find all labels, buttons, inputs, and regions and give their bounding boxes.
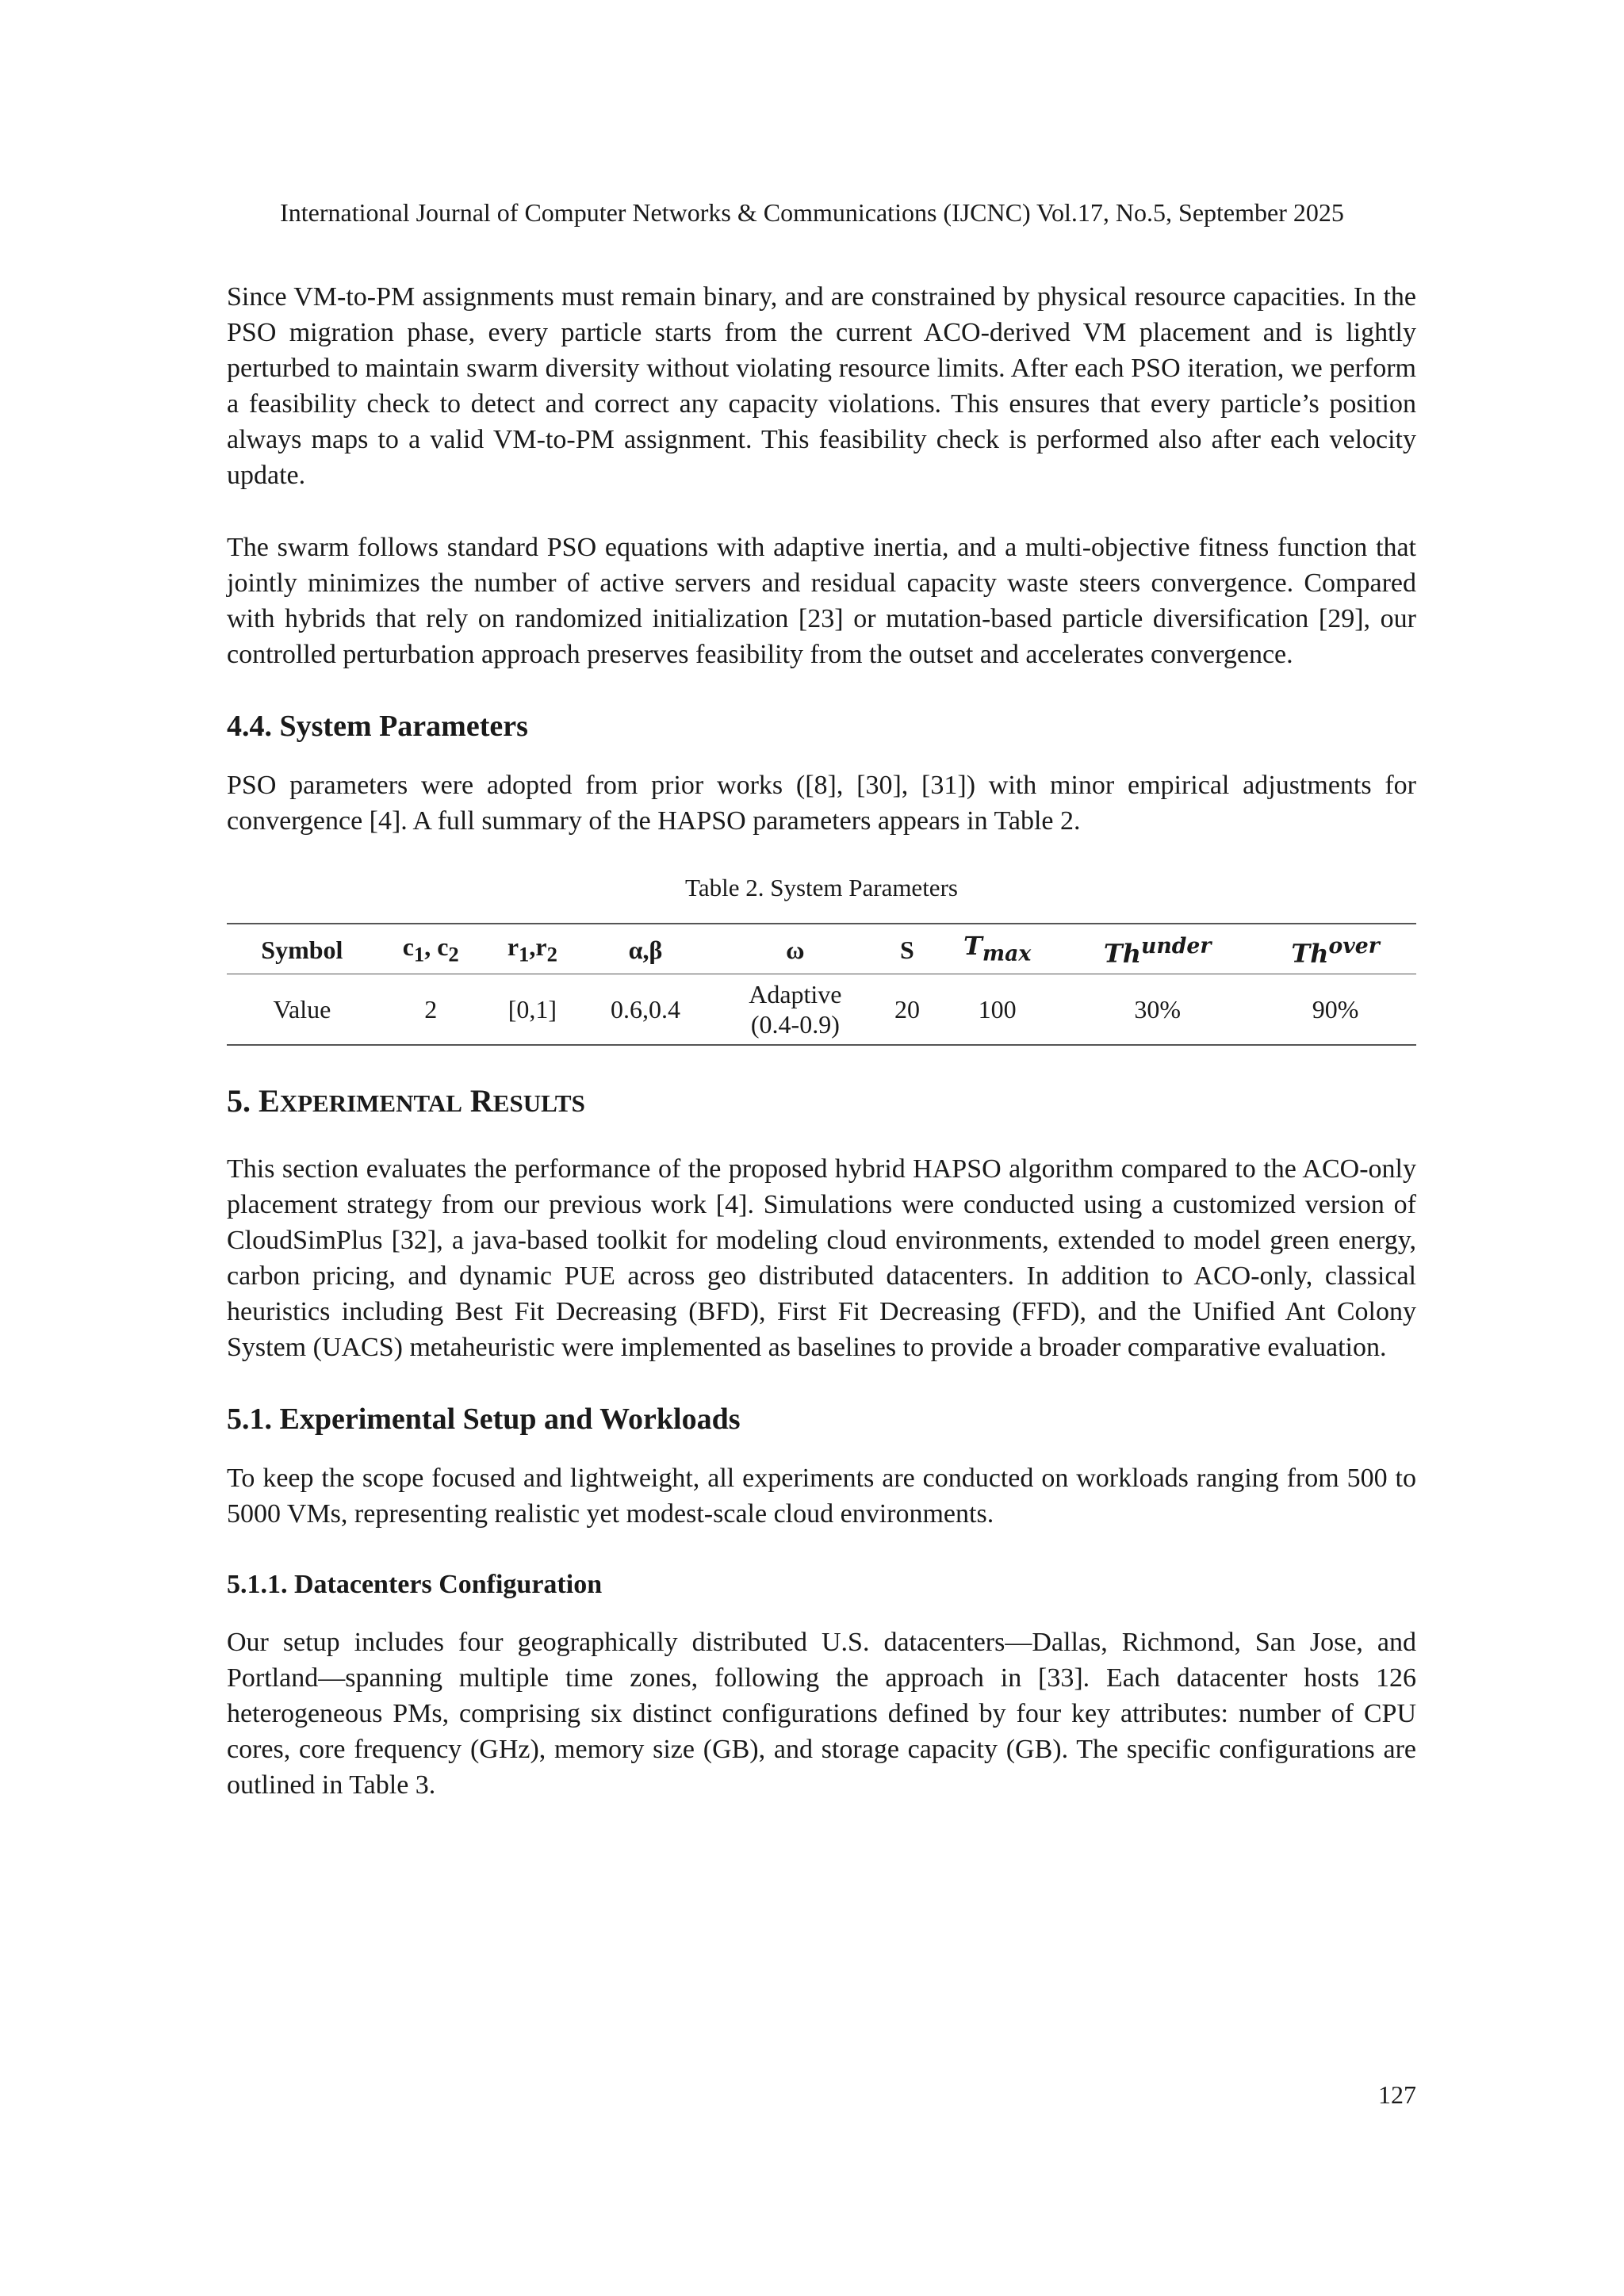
col-c1-c2 bbox=[377, 924, 485, 974]
r-symbol: r bbox=[507, 932, 519, 961]
cell-alpha-beta: 0.6,0.4 bbox=[610, 995, 680, 1024]
col-r1-r2 bbox=[485, 924, 580, 974]
r-subscript-2: 2 bbox=[546, 941, 557, 966]
t-subscript: max bbox=[982, 941, 1032, 966]
section-5-word-2: ESULTS bbox=[492, 1089, 585, 1118]
th-under-symbol: Th bbox=[1103, 938, 1141, 969]
table-header-row bbox=[227, 924, 1416, 974]
table-caption: Table 2. System Parameters bbox=[685, 874, 958, 901]
c-separator: , bbox=[424, 932, 438, 961]
cell-omega-line-2: (0.4-0.9) bbox=[750, 1010, 840, 1039]
col-alpha-beta: α,β bbox=[580, 924, 710, 974]
cell-t-max: 100 bbox=[978, 995, 1017, 1024]
col-th-under bbox=[1060, 924, 1254, 974]
page-content bbox=[227, 279, 1416, 1803]
section-5-word-1: XPERIMENTAL bbox=[279, 1089, 462, 1118]
t-symbol: T bbox=[963, 931, 982, 961]
table-row bbox=[227, 974, 1416, 1046]
running-header: International Journal of Computer Networks & Communications (IJCNC) Vol.17, No.5, September 2025 bbox=[280, 198, 1344, 227]
c-subscript-1: 1 bbox=[413, 941, 425, 966]
c-subscript-2: 2 bbox=[448, 941, 459, 966]
cell-th-under: 30% bbox=[1134, 995, 1181, 1024]
cell-value-label: Value bbox=[273, 995, 331, 1024]
th-under-superscript: under bbox=[1141, 933, 1212, 959]
r-subscript-1: 1 bbox=[519, 941, 530, 966]
c-symbol: c bbox=[402, 932, 414, 961]
th-over-symbol: Th bbox=[1291, 938, 1329, 969]
r-separator: , bbox=[529, 932, 536, 961]
section-5-initial-r: R bbox=[469, 1083, 493, 1119]
section-5-number: 5. bbox=[227, 1083, 259, 1119]
th-over-superscript: over bbox=[1328, 933, 1380, 959]
paragraph-datacenters: Our setup includes four geographically distributed U.S. datacenters—Dallas, Richmond, San Jose, and Portland—spanning multiple time zones, following the approach in [33]. Each datacenter hosts 126 heterogeneous PMs, comprising six distinct configurations defined by four key attributes: number of CPU cores, core frequency (GHz), memory size (GB), and storage capacity (GB). The specific configurations are outlined in Table 3. bbox=[227, 1628, 1416, 1800]
paragraph-evaluation: This section evaluates the performance of the proposed hybrid HAPSO algorithm compared to the ACO-only placement strategy from our previous work [4]. Simulations were conducted using a customized version of CloudSimPlus [32], a java-based toolkit for modeling cloud environments, extended to model green energy, carbon pricing, and dynamic PUE across geo distributed datacenters. In addition to ACO-only, classical heuristics including Best Fit Decreasing (BFD), First Fit Decreasing (FFD), and the Unified Ant Colony System (UACS) metaheuristic were implemented as baselines to provide a broader comparative evaluation. bbox=[227, 1154, 1416, 1363]
cell-r: [0,1] bbox=[508, 995, 557, 1024]
col-th-over bbox=[1254, 924, 1416, 974]
cell-c: 2 bbox=[424, 995, 438, 1024]
cell-omega bbox=[710, 974, 880, 1046]
section-heading-5-1: 5.1. Experimental Setup and Workloads bbox=[227, 1402, 741, 1437]
section-heading-5 bbox=[227, 1081, 1416, 1124]
section-heading-5-1-1: 5.1.1. Datacenters Configuration bbox=[227, 1570, 603, 1600]
cell-th-over: 90% bbox=[1312, 995, 1359, 1024]
col-s: S bbox=[880, 924, 934, 974]
col-t-max bbox=[934, 924, 1060, 974]
section-5-initial-e: E bbox=[259, 1083, 280, 1119]
r-symbol-2: r bbox=[535, 932, 547, 961]
cell-s: 20 bbox=[894, 995, 920, 1024]
paragraph-feasibility: Since VM-to-PM assignments must remain binary, and are constrained by physical resource capacities. In the PSO migration phase, every particle starts from the current ACO-derived VM placement and is lightly perturbed to maintain swarm diversity without violating resource limits. After each PSO iteration, we perform a feasibility check to detect and correct any capacity violations. This ensures that every particle’s position always maps to a valid VM-to-PM assignment. This feasibility check is performed also after each velocity update. bbox=[227, 282, 1416, 490]
section-heading-4-4: 4.4. System Parameters bbox=[227, 710, 528, 743]
cell-omega-line-1: Adaptive bbox=[749, 980, 842, 1009]
col-omega: ω bbox=[710, 924, 880, 974]
page-number: 127 bbox=[1378, 2080, 1416, 2109]
paragraph-workloads: To keep the scope focused and lightweight, all experiments are conducted on workloads ranging from 500 to 5000 VMs, representing realistic yet modest-scale cloud environments. bbox=[227, 1464, 1416, 1529]
system-parameters-table bbox=[227, 923, 1416, 1046]
c-symbol-2: c bbox=[437, 932, 449, 961]
paragraph-swarm: The swarm follows standard PSO equations with adaptive inertia, and a multi-objective fitness function that jointly minimizes the number of active servers and residual capacity waste steers convergence. Compared with hybrids that rely on randomized initialization [23] or mutation-based particle diversification [29], our controlled perturbation approach preserves feasibility from the outset and accelerates convergence. bbox=[227, 533, 1416, 669]
col-symbol: Symbol bbox=[227, 924, 377, 974]
paragraph-pso-parameters: PSO parameters were adopted from prior works ([8], [30], [31]) with minor empirical adjustments for convergence [4]. A full summary of the HAPSO parameters appears in Table 2. bbox=[227, 771, 1416, 836]
